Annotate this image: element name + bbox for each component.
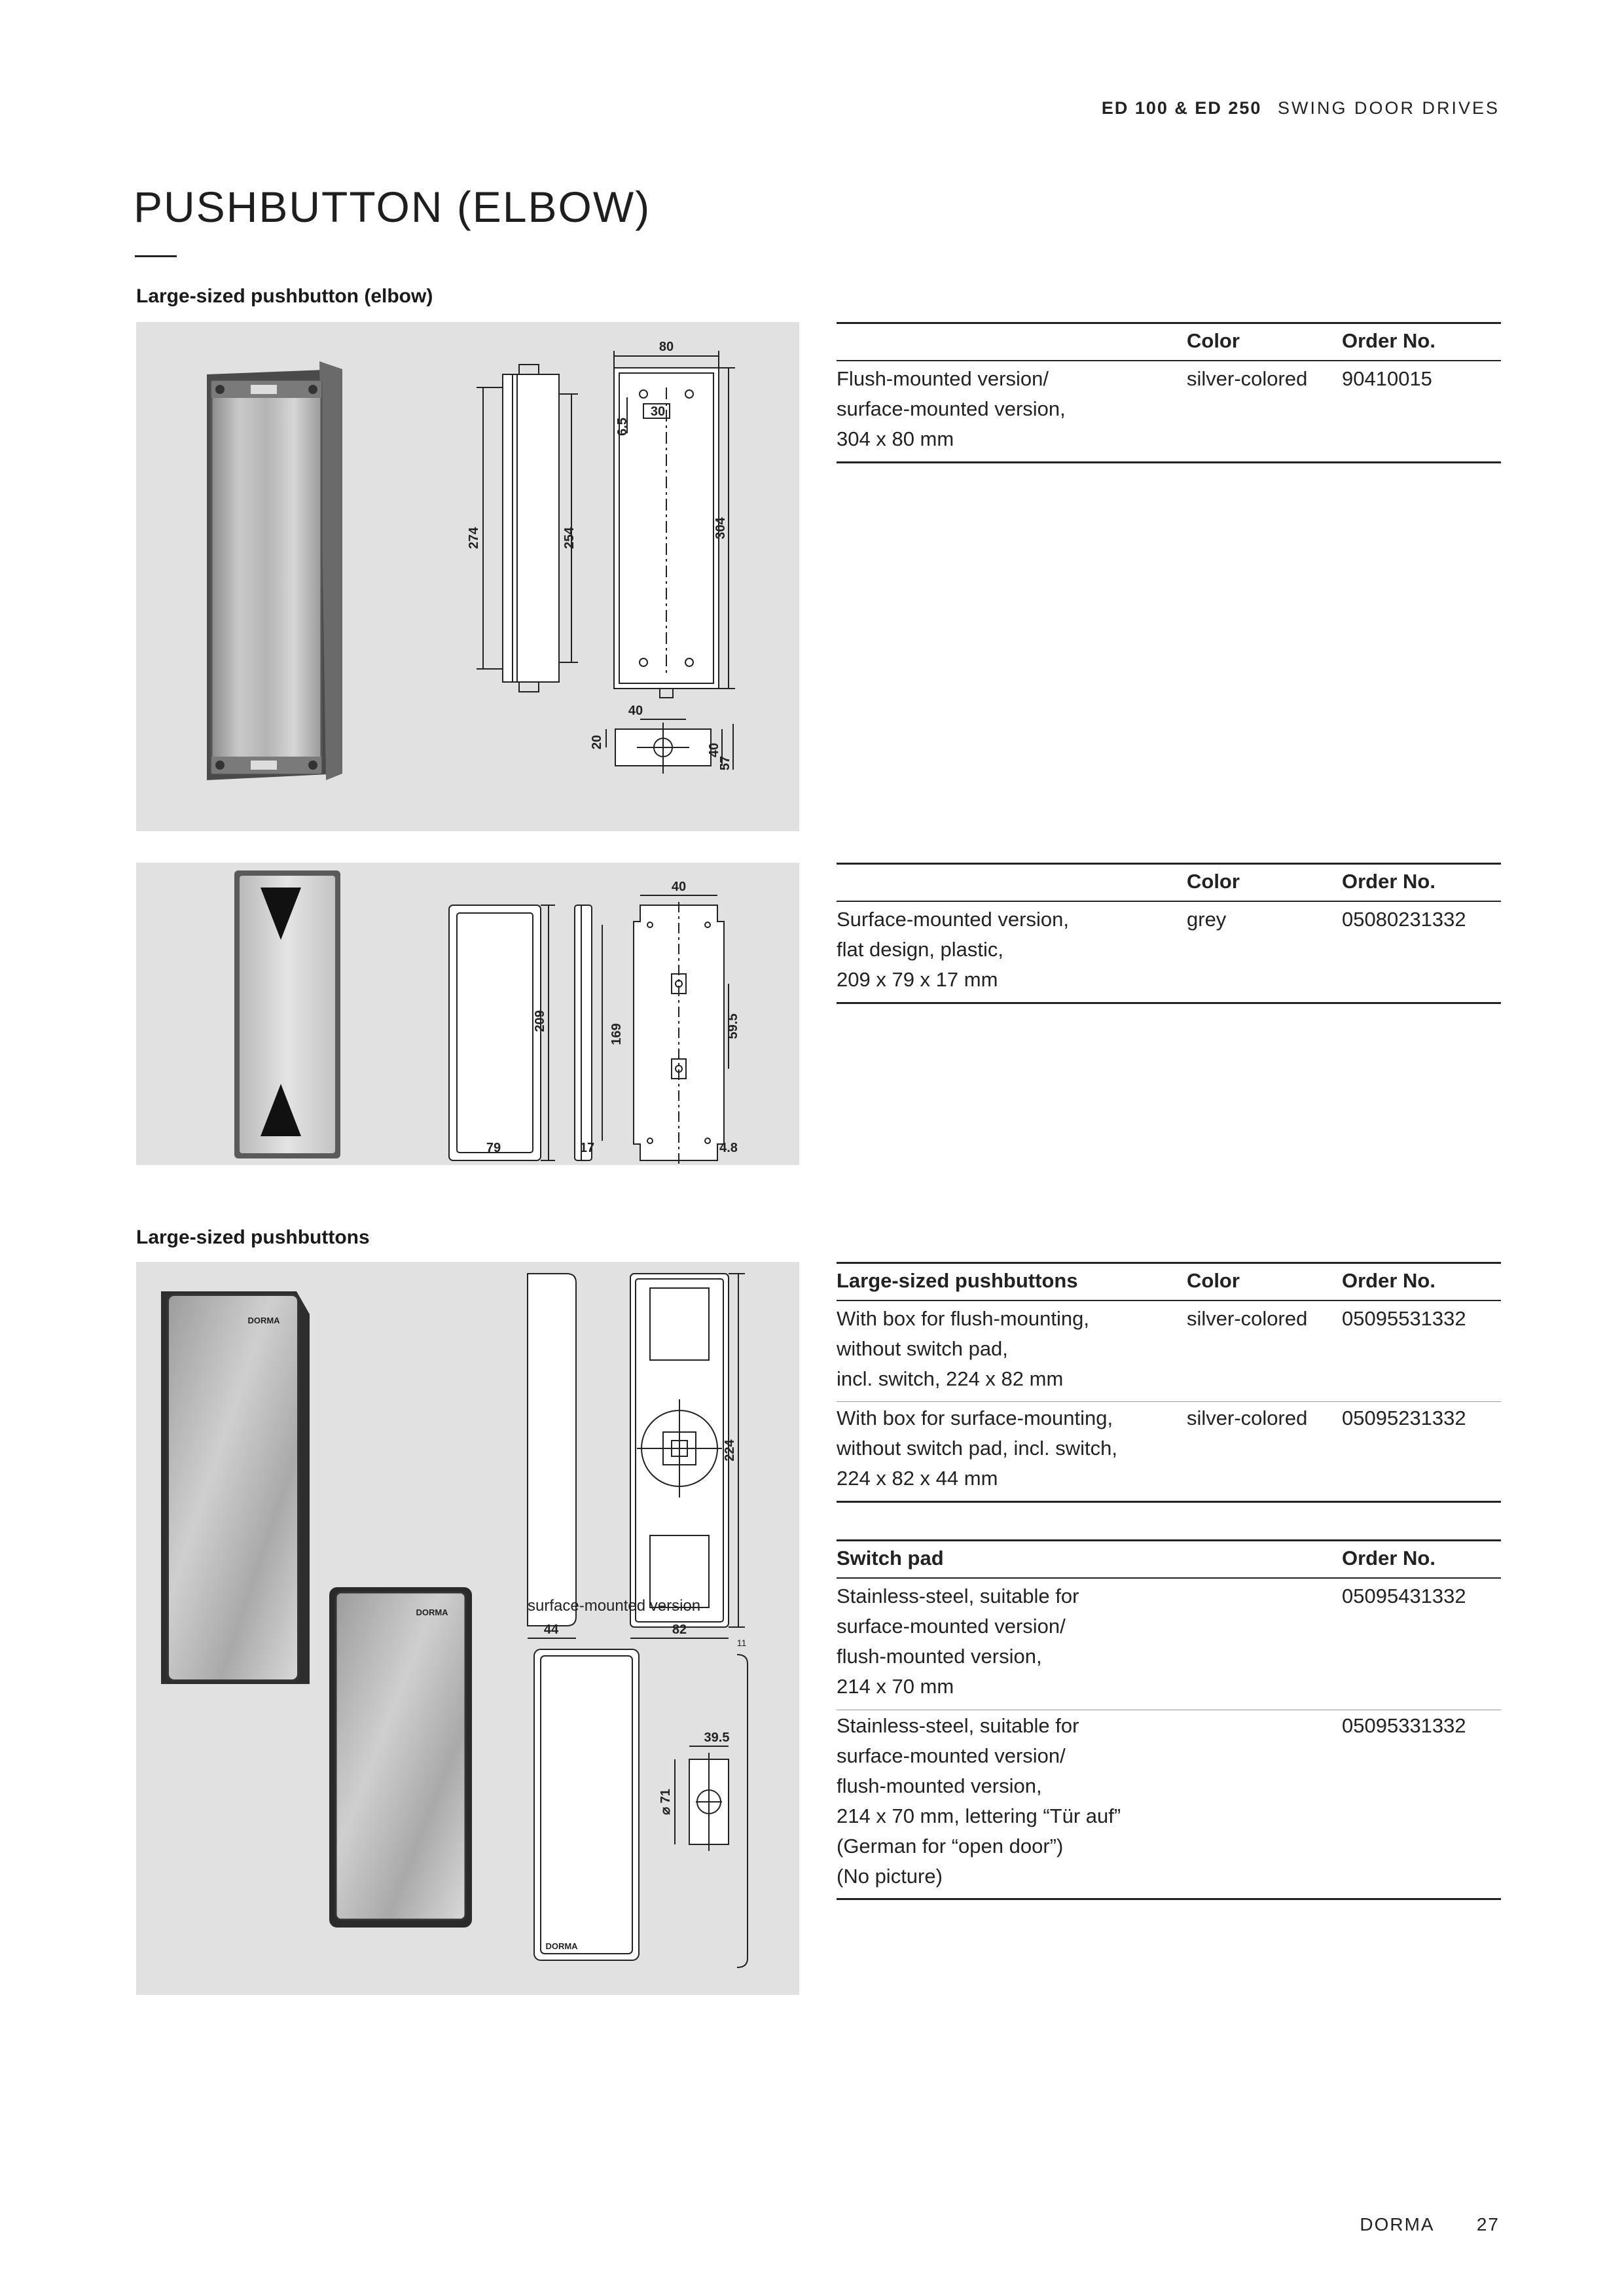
col-header-order: Order No. — [1342, 1269, 1435, 1292]
dim-44: 44 — [543, 1623, 559, 1637]
row-1-description: Stainless-steel, suitable for surface-mounted version/ flush-mounted version, 214 x 70 mm — [837, 1585, 1079, 1698]
col-header-title: Switch pad — [837, 1547, 944, 1570]
dim-6-5: 6.5 — [615, 418, 630, 436]
elbow-pushbutton-drawing — [136, 322, 799, 831]
dim-30: 30 — [650, 404, 666, 419]
table-bottom-rule — [837, 1898, 1501, 1900]
dim-80: 80 — [659, 340, 674, 354]
table-large-pushbuttons — [837, 1262, 1501, 1504]
dim-169: 169 — [609, 1023, 624, 1045]
header-product: ED 100 & ED 250 — [1101, 98, 1262, 118]
row-2-description: Stainless-steel, suitable for surface-mounted version/ flush-mounted version, 214 x 70 mm, lettering “Tür auf” (German for “open door”) (No picture) — [837, 1714, 1121, 1888]
table-bottom-rule — [837, 461, 1501, 463]
elbow-pushbutton-photo — [207, 361, 342, 780]
large-pushbutton-photo-flush — [161, 1291, 310, 1684]
table-switch-pad — [837, 1539, 1501, 1901]
row-2-order-number: 05095331332 — [1342, 1714, 1466, 1737]
flat-pushbutton-drawing — [136, 863, 799, 1165]
header-category: SWING DOOR DRIVES — [1277, 98, 1500, 118]
dim-82: 82 — [672, 1623, 687, 1637]
row-1-description: With box for flush-mounting, without switch pad, incl. switch, 224 x 82 mm — [837, 1307, 1089, 1390]
row-color: grey — [1187, 908, 1227, 931]
large-pushbuttons-drawing — [136, 1262, 799, 1995]
header-rule — [837, 1300, 1501, 1301]
dim-254: 254 — [562, 527, 577, 549]
flat-pushbutton-photo — [234, 870, 340, 1158]
table-top-rule — [837, 863, 1501, 865]
col-header-order: Order No. — [1342, 329, 1435, 352]
flat-side-drawing — [575, 905, 602, 1160]
row-order-number: 05080231332 — [1342, 908, 1466, 931]
dim-diameter-71: ⌀ 71 — [659, 1789, 673, 1815]
table-top-rule — [837, 322, 1501, 324]
section-heading-elbow: Large-sized pushbutton (elbow) — [136, 285, 433, 307]
table-top-rule — [837, 1539, 1501, 1541]
header-rule — [837, 901, 1501, 902]
dorma-logo-1: DORMA — [247, 1316, 280, 1325]
page-number: 27 — [1476, 2214, 1500, 2234]
dim-39-5: 39.5 — [704, 1731, 730, 1745]
row-1-order-number: 05095431332 — [1342, 1585, 1466, 1607]
dim-40: 40 — [628, 704, 643, 718]
col-header-title: Large-sized pushbuttons — [837, 1269, 1078, 1292]
table-flat-pushbutton — [837, 863, 1501, 1004]
row-2-color: silver-colored — [1187, 1407, 1308, 1429]
col-header-order: Order No. — [1342, 1547, 1435, 1570]
row-2-description: With box for surface-mounting, without switch pad, incl. switch, 224 x 82 x 44 mm — [837, 1407, 1118, 1490]
dim-57: 57 — [718, 755, 732, 771]
dim-209: 209 — [533, 1010, 547, 1032]
table-elbow-large — [837, 322, 1501, 463]
dim-20: 20 — [590, 734, 604, 750]
page-title: PUSHBUTTON (ELBOW) — [134, 183, 651, 231]
row-color: silver-colored — [1187, 367, 1308, 390]
col-header-color: Color — [1187, 870, 1240, 893]
header-rule — [837, 360, 1501, 361]
dim-11: 11 — [736, 1638, 747, 1648]
row-order-number: 90410015 — [1342, 367, 1432, 390]
large-pushbutton-photo-surface — [329, 1587, 472, 1928]
title-underline — [135, 255, 177, 257]
switch-pad-drawing — [534, 1649, 748, 1967]
row-1-color: silver-colored — [1187, 1307, 1308, 1330]
footer-brand: DORMA — [1360, 2214, 1434, 2234]
dim-40: 40 — [671, 880, 687, 894]
flat-front-drawing — [449, 905, 555, 1160]
table-bottom-rule — [837, 1501, 1501, 1503]
table-bottom-rule — [837, 1002, 1501, 1004]
figure-flat-pushbutton — [136, 863, 799, 1165]
dorma-logo-2: DORMA — [416, 1607, 448, 1617]
figure-large-pushbuttons — [136, 1262, 799, 1995]
page-footer — [1360, 2214, 1500, 2235]
header-rule — [837, 1577, 1501, 1579]
dim-274: 274 — [467, 527, 481, 549]
col-header-color: Color — [1187, 1269, 1240, 1292]
table-top-rule — [837, 1262, 1501, 1264]
running-header — [1102, 98, 1500, 118]
dorma-logo-3: DORMA — [545, 1941, 578, 1951]
dim-79: 79 — [486, 1141, 501, 1155]
row-description: Surface-mounted version, flat design, plastic, 209 x 79 x 17 mm — [837, 908, 1069, 991]
dim-40-bottom: 40 — [707, 742, 721, 758]
flat-back-drawing — [634, 895, 729, 1164]
dim-59-5: 59.5 — [726, 1013, 740, 1039]
figure-elbow-pushbutton — [136, 322, 799, 831]
row-description: Flush-mounted version/ surface-mounted version, 304 x 80 mm — [837, 367, 1066, 450]
col-header-color: Color — [1187, 329, 1240, 352]
section-heading-large: Large-sized pushbuttons — [136, 1227, 370, 1248]
dim-224: 224 — [723, 1439, 737, 1462]
row-2-order-number: 05095231332 — [1342, 1407, 1466, 1429]
dim-4-8: 4.8 — [719, 1141, 738, 1155]
dim-304: 304 — [713, 517, 728, 539]
figure-caption: surface-mounted version — [528, 1597, 701, 1615]
dim-17: 17 — [579, 1141, 595, 1155]
row-divider — [837, 1401, 1501, 1402]
large-side-drawing — [528, 1274, 576, 1638]
col-header-order: Order No. — [1342, 870, 1435, 893]
row-1-order-number: 05095531332 — [1342, 1307, 1466, 1330]
